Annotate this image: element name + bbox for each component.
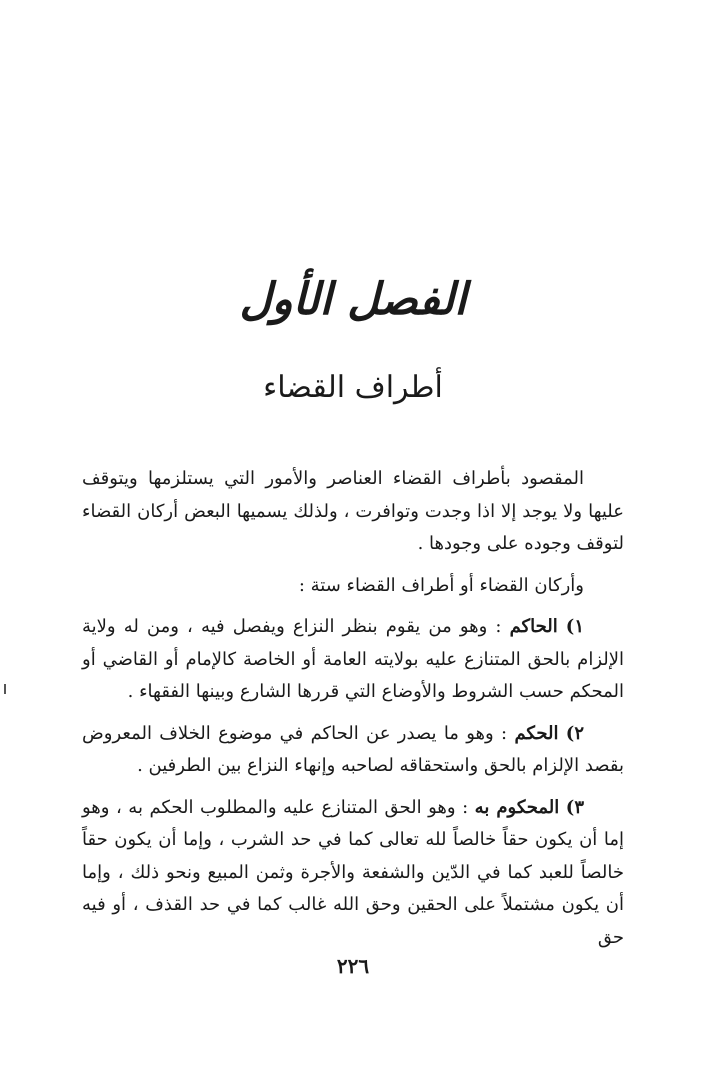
paragraph-text: المقصود بأطراف القضاء العناصر والأمور التي يستلزمها ويتوقف عليها ولا يوجد إلا اذا وجدت وتوافرت ، ولذلك يسميها البعض أركان القضاء لتوقف وجوده على وجودها . <box>82 468 624 554</box>
paragraph-text: : وهو من يقوم بنظر النزاع ويفصل فيه ، ومن له ولاية الإلزام بالحق المتنازع عليه بولايته العامة أو الخاصة كالإمام أو القاضي أو المحكم حسب الشروط والأوضاع التي قررها الشارع وبينها الفقهاء . <box>82 616 624 702</box>
paragraph-text: : وهو الحق المتنازع عليه والمطلوب الحكم به ، وهو إما أن يكون حقاً خالصاً لله تعالى كما في حد الشرب ، وإما أن يكون حقاً خالصاً للعبد كما في الدّين والشفعة والأجرة وثمن المبيع ونحو ذلك ، وإما أن يكون مشتملاً على الحقين وحق الله غالب كما في حد القذف ، أو فيه حق <box>82 796 624 948</box>
paragraph-subject <box>82 792 624 955</box>
paragraph-judge <box>82 611 624 709</box>
body-text <box>82 463 624 954</box>
page-number: ٢٢٦ <box>336 954 370 978</box>
paragraph-ruling <box>82 718 624 783</box>
item-term: الحاكم <box>509 616 558 637</box>
paragraph-text: وأركان القضاء أو أطراف القضاء ستة : <box>298 574 584 596</box>
paragraph-pillars <box>82 570 624 603</box>
paragraph-text: : وهو ما يصدر عن الحاكم في موضوع الخلاف المعروض بقصد الإلزام بالحق واستحقاقه لصاحبه وإنهاء النزاع بين الطرفين . <box>82 722 624 776</box>
chapter-title: الفصل الأول <box>239 274 467 325</box>
item-number: ٢) <box>565 722 584 744</box>
section-title: أطراف القضاء <box>263 370 443 405</box>
paragraph-intro <box>82 463 624 561</box>
item-term: الحكم <box>514 722 559 744</box>
item-number: ١) <box>565 616 584 637</box>
item-term: المحكوم به <box>474 796 560 818</box>
scan-edge-mark <box>4 684 6 694</box>
item-number: ٣) <box>565 796 584 818</box>
